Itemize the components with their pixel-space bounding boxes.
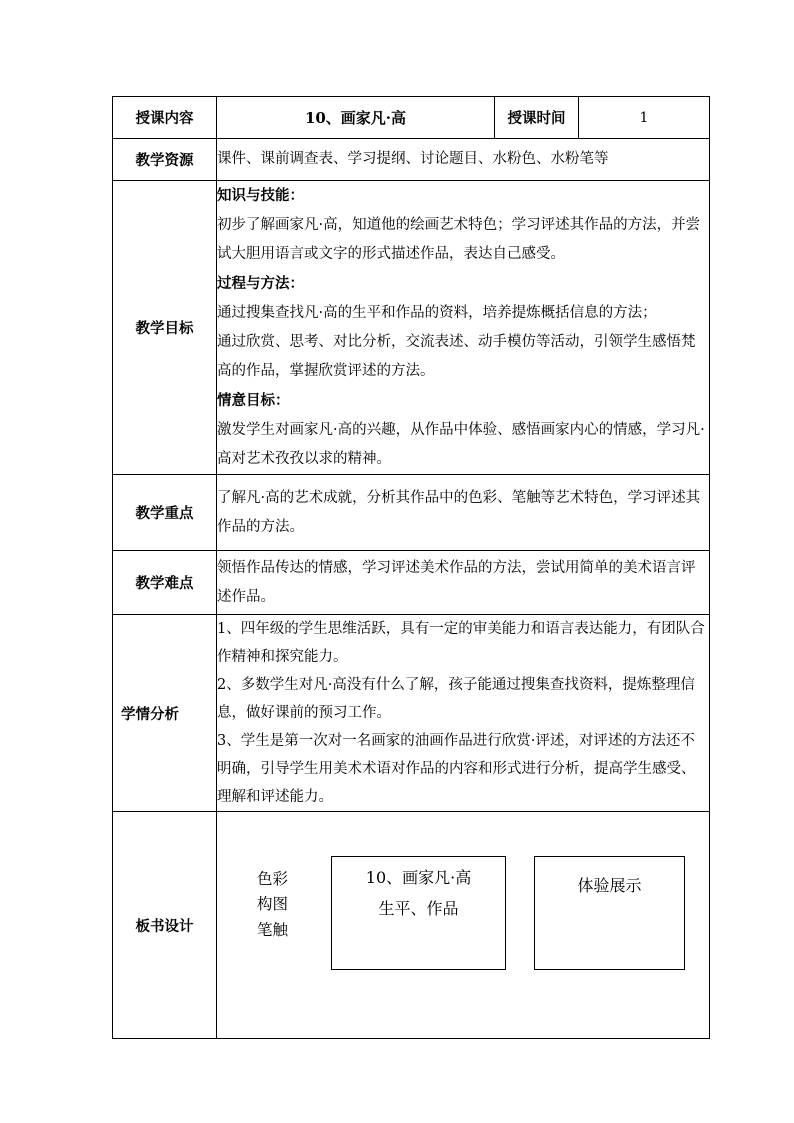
- board-word-list: [257, 867, 288, 944]
- difficulties-row: [113, 551, 710, 615]
- board-design: [217, 812, 710, 1039]
- goals-row: [113, 181, 710, 475]
- header-row: [113, 97, 710, 139]
- resources-row: [113, 139, 710, 181]
- goals-label: 教学目标: [113, 181, 217, 475]
- difficulties-label: 教学难点: [113, 551, 217, 615]
- goals-content: [217, 181, 710, 475]
- goals-text: 激发学生对画家凡·高的兴趣，从作品中体验、感悟画家内心的情感，学习凡·高对艺术孜孜以求的精神。: [217, 422, 705, 467]
- board-word: 笔触: [257, 920, 289, 939]
- student-analysis-content: [217, 615, 710, 812]
- board-word: 色彩: [257, 869, 289, 888]
- board-box-title: [331, 856, 506, 970]
- student-analysis-row: [113, 615, 710, 812]
- content-label: 授课内容: [113, 97, 217, 139]
- student-analysis-label: 学情分析: [113, 615, 217, 812]
- goals-heading-knowledge: 知识与技能：: [217, 187, 304, 204]
- time-value: 1: [579, 97, 710, 139]
- key-points-label: 教学重点: [113, 475, 217, 551]
- board-box-line: 10、画家凡·高: [365, 867, 472, 887]
- goals-heading-process: 过程与方法：: [217, 275, 304, 292]
- board-row: [113, 812, 710, 1039]
- content-title: 10、画家凡·高: [217, 97, 495, 139]
- key-points-value: 了解凡·高的艺术成就，分析其作品中的色彩、笔触等艺术特色，学习评述其作品的方法。: [217, 475, 710, 551]
- goals-text: 通过欣赏、思考、对比分析，交流表述、动手模仿等活动，引领学生感悟梵高的作品，掌握欣赏评述的方法。: [217, 334, 696, 379]
- difficulties-value: 领悟作品传达的情感，学习评述美术作品的方法，尝试用简单的美术语言评述作品。: [217, 551, 710, 615]
- lesson-plan-table: [112, 96, 710, 1039]
- board-word: 构图: [257, 895, 289, 913]
- analysis-item: 2、多数学生对凡·高没有什么了解，孩子能通过搜集查找资料，提炼整理信息，做好课前的预习工作。: [217, 677, 695, 721]
- board-label: 板书设计: [113, 812, 217, 1039]
- key-points-row: [113, 475, 710, 551]
- resources-value: 课件、课前调查表、学习提纲、讨论题目、水粉色、水粉笔等: [217, 139, 710, 181]
- goals-text: 初步了解画家凡·高，知道他的绘画艺术特色；学习评述其作品的方法，并尝试大胆用语言或文字的形式描述作品，表达自己感受。: [217, 217, 701, 262]
- analysis-item: 1、四年级的学生思维活跃，具有一定的审美能力和语言表达能力，有团队合作精神和探究能力。: [217, 621, 705, 665]
- goals-heading-emotion: 情意目标：: [217, 392, 290, 409]
- board-canvas: [217, 813, 709, 1038]
- analysis-item: 3、学生是第一次对一名画家的油画作品进行欣赏·评述，对评述的方法还不明确，引导学生用美术术语对作品的内容和形式进行分析，提高学生感受、理解和评述能力。: [217, 733, 696, 805]
- resources-label: 教学资源: [113, 139, 217, 181]
- time-label: 授课时间: [495, 97, 579, 139]
- board-box-line: 生平、作品: [378, 898, 459, 918]
- goals-text: 通过搜集查找凡·高的生平和作品的资料，培养提炼概括信息的方法；: [217, 305, 657, 321]
- board-box-experience: 体验展示: [534, 856, 685, 970]
